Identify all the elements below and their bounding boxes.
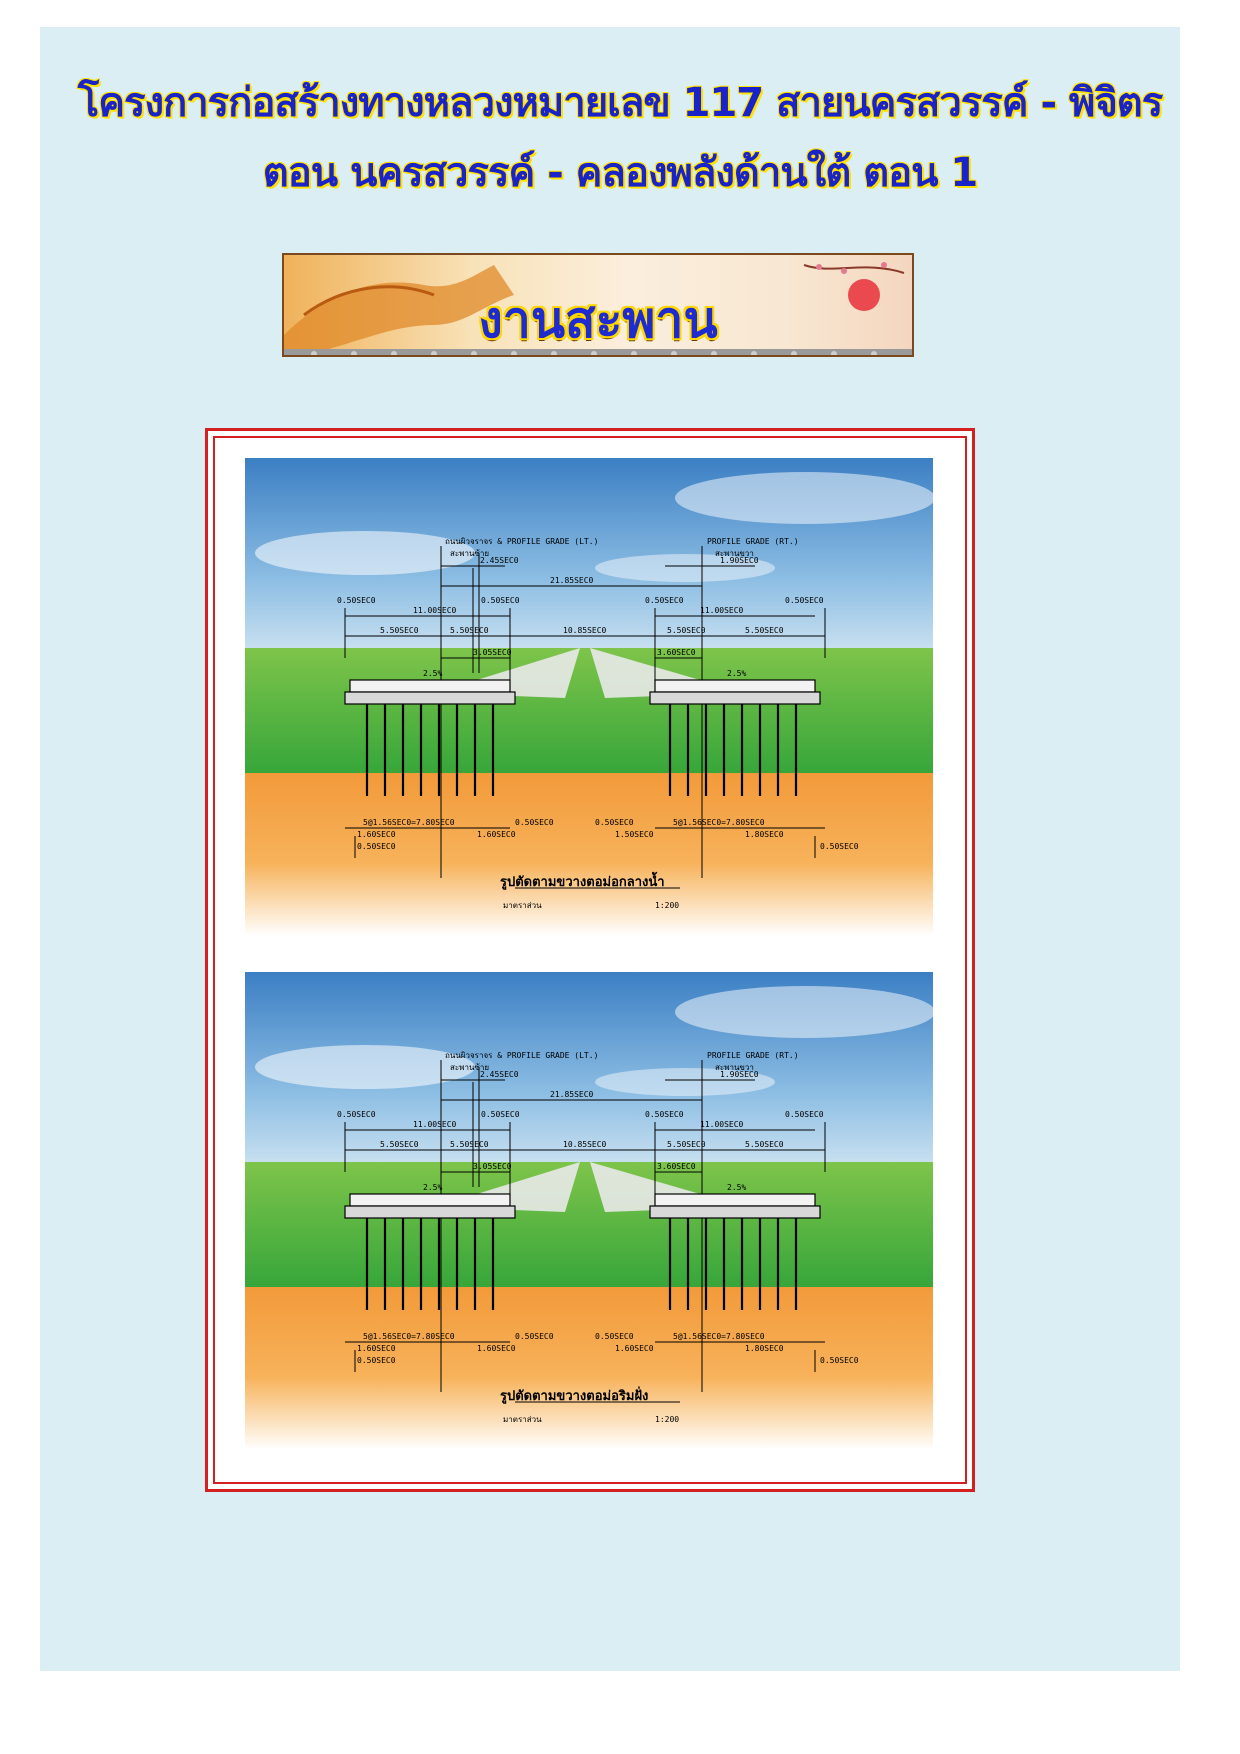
dim-l-11-00: 11.00SEC0 (413, 1120, 457, 1129)
dim-r-5-50b: 5.50SEC0 (745, 626, 784, 635)
scale-value: 1:200 (655, 901, 680, 910)
dim-3-60: 3.60SEC0 (657, 1162, 696, 1171)
dim-lb-1-60b: 1.60SEC0 (477, 1344, 516, 1353)
dim-r-11-00: 11.00SEC0 (700, 606, 744, 615)
dim-lb-0-50c: 0.50SEC0 (357, 1356, 396, 1365)
profile-left-label: ถนนผิวจราจร & PROFILE GRADE (LT.) (445, 1051, 599, 1060)
dim-r-piles: 5@1.56SEC0=7.80SEC0 (673, 1332, 765, 1341)
slope-right: 2.5% (727, 669, 747, 678)
section-banner (282, 253, 914, 357)
dim-2-45: 2.45SEC0 (480, 1070, 519, 1079)
dim-2-45: 2.45SEC0 (480, 556, 519, 565)
slope-left: 2.5% (423, 669, 443, 678)
drawing-2 (245, 972, 933, 1450)
bridge-left-label: สะพานซ้าย (450, 1063, 490, 1072)
dim-rb-1-80: 1.80SEC0 (745, 1344, 784, 1353)
dim-l-11-00: 11.00SEC0 (413, 606, 457, 615)
slope-left: 2.5% (423, 1183, 443, 1192)
dim-l-5-50a: 5.50SEC0 (380, 1140, 419, 1149)
dim-l-0-50a: 0.50SEC0 (337, 596, 376, 605)
scale-label: มาตราส่วน (503, 1415, 542, 1424)
dim-3-05: 3.05SEC0 (473, 648, 512, 657)
dim-l-0-50a: 0.50SEC0 (337, 1110, 376, 1119)
grass (245, 1162, 933, 1287)
bridge-cross-section-svg (245, 458, 933, 936)
soil (245, 1287, 933, 1450)
scale-value: 1:200 (655, 1415, 680, 1424)
dim-rb-0-50c: 0.50SEC0 (820, 842, 859, 851)
drawing-1 (245, 458, 933, 936)
dim-r-piles: 5@1.56SEC0=7.80SEC0 (673, 818, 765, 827)
dim-r-0-50a: 0.50SEC0 (645, 596, 684, 605)
dim-10-85: 10.85SEC0 (563, 626, 607, 635)
dim-rb-0-50c: 0.50SEC0 (820, 1356, 859, 1365)
dim-3-05: 3.05SEC0 (473, 1162, 512, 1171)
dim-r-0-50a: 0.50SEC0 (645, 1110, 684, 1119)
profile-left-label: ถนนผิวจราจร & PROFILE GRADE (LT.) (445, 537, 599, 546)
dim-rb-0-50: 0.50SEC0 (595, 1332, 634, 1341)
dim-21-85: 21.85SEC0 (550, 576, 594, 585)
dim-r-5-50a: 5.50SEC0 (667, 626, 706, 635)
dim-lb-1-60b: 1.60SEC0 (477, 830, 516, 839)
dim-r-5-50a: 5.50SEC0 (667, 1140, 706, 1149)
dim-10-85: 10.85SEC0 (563, 1140, 607, 1149)
dim-3-60: 3.60SEC0 (657, 648, 696, 657)
dim-r-0-50b: 0.50SEC0 (785, 1110, 824, 1119)
dim-1-90: 1.90SEC0 (720, 1070, 759, 1079)
dim-rb-0-50: 0.50SEC0 (595, 818, 634, 827)
dim-rb-1-50: 1.60SEC0 (615, 1344, 654, 1353)
slope-right: 2.5% (727, 1183, 747, 1192)
dim-l-piles: 5@1.56SEC0=7.80SEC0 (363, 1332, 455, 1341)
page-title-line2: ตอน นครสวรรค์ - คลองพลังด้านใต้ ตอน 1 (262, 150, 978, 196)
dim-l-5-50b: 5.50SEC0 (450, 1140, 489, 1149)
dim-l-0-50b: 0.50SEC0 (481, 1110, 520, 1119)
dim-lb-1-60a: 1.60SEC0 (357, 1344, 396, 1353)
dim-lb-1-60a: 1.60SEC0 (357, 830, 396, 839)
bridge-cross-section-svg (245, 972, 933, 1450)
dim-21-85: 21.85SEC0 (550, 1090, 594, 1099)
profile-right-label: PROFILE GRADE (RT.) (707, 1051, 799, 1060)
dim-l-piles: 5@1.56SEC0=7.80SEC0 (363, 818, 455, 827)
dim-lb-0-50c: 0.50SEC0 (357, 842, 396, 851)
scale-label: มาตราส่วน (503, 901, 542, 910)
drawing-caption: รูปตัดตามขวางตอม่อกลางน้ำ (500, 875, 665, 890)
bridge-left-label: สะพานซ้าย (450, 549, 490, 558)
bridge-right-label: สะพานขวา (715, 549, 754, 558)
dim-l-5-50b: 5.50SEC0 (450, 626, 489, 635)
dim-l-5-50a: 5.50SEC0 (380, 626, 419, 635)
banner-label: งานสะพาน (478, 291, 718, 349)
drawing-caption: รูปตัดตามขวางตอม่อริมฝั่ง (500, 1389, 649, 1404)
dim-rb-1-50: 1.50SEC0 (615, 830, 654, 839)
dim-lb-0-50: 0.50SEC0 (515, 818, 554, 827)
grass (245, 648, 933, 773)
dim-r-0-50b: 0.50SEC0 (785, 596, 824, 605)
dim-lb-0-50: 0.50SEC0 (515, 1332, 554, 1341)
dim-1-90: 1.90SEC0 (720, 556, 759, 565)
soil (245, 773, 933, 936)
dim-rb-1-80: 1.80SEC0 (745, 830, 784, 839)
bridge-right-label: สะพานขวา (715, 1063, 754, 1072)
dim-r-11-00: 11.00SEC0 (700, 1120, 744, 1129)
dim-r-5-50b: 5.50SEC0 (745, 1140, 784, 1149)
page-title-line1: โครงการก่อสร้างทางหลวงหมายเลข 117 สายนครสวรรค์ - พิจิตร (77, 80, 1163, 126)
profile-right-label: PROFILE GRADE (RT.) (707, 537, 799, 546)
dim-l-0-50b: 0.50SEC0 (481, 596, 520, 605)
